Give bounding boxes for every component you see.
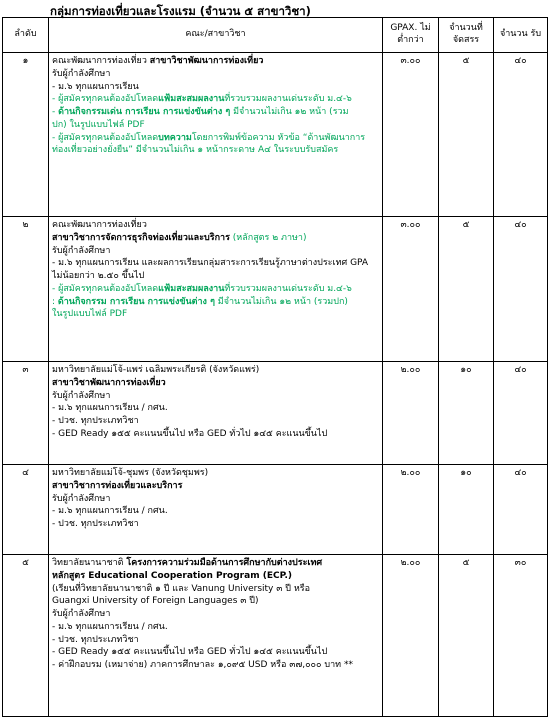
program-name: สาขาวิชาพัฒนาการท่องเที่ยว	[149, 56, 264, 66]
row-quota: ๕	[439, 217, 494, 362]
header-quota: จำนวนที่ จัดสรร	[439, 18, 494, 53]
requirement: - ม.๖ ทุกแผนการเรียน / กศน.	[52, 403, 168, 414]
requirement: - ม.๖ ทุกแผนการเรียน และผลการเรียนกลุ่มสาระการเรียนรู้ภาษาต่างประเทศ GPA	[52, 258, 369, 269]
essay-note-cont: ท่องเที่ยวอย่างยั่งยืน” มีจำนวนไม่เกิน ๑ หน้ากระดาษ A๔ ในระบบรับสมัคร	[52, 145, 339, 156]
portfolio-note-cont: : ด้านกิจกรรม การเรียน การแข่งขันต่าง ๆ มีจำนวนไม่เกิน ๑๒ หน้า (รวมปก)	[52, 296, 348, 307]
portfolio-note-cont: - ด้านกิจกรรมเด่น การเรียน การแข่งขันต่าง ๆ มีจำนวนไม่เกิน ๑๒ หน้า (รวม	[52, 107, 349, 118]
requirement: - GED Ready ๑๕๕ คะแนนขึ้นไป หรือ GED ทั่วไป ๑๔๕ คะแนนขึ้นไป	[52, 647, 328, 658]
row-gpax: ๓.๐๐	[383, 53, 439, 217]
row-gpax: ๒.๐๐	[383, 465, 439, 555]
header-accept: จำนวน รับ	[494, 18, 548, 53]
requirement: - ม.๖ ทุกแผนการเรียน	[52, 81, 139, 92]
row-details	[49, 217, 383, 362]
program-table	[2, 17, 548, 717]
applicant-type: รับผู้กำลังศึกษา	[52, 390, 111, 401]
header-faculty: คณะ/สาขาวิชา	[49, 18, 383, 53]
table-row	[3, 555, 548, 717]
program-note: (เรียนที่วิทยาลัยนานาชาติ ๑ ปี และ Vanung University ๓ ปี หรือ	[52, 583, 310, 594]
program-name: โครงการความร่วมมือด้านการศึกษากับต่างประเทศ	[126, 558, 323, 568]
essay-note: - ผู้สมัครทุกคนต้องอัปโหลดบทความโดยการพิมพ์ข้อความ หัวข้อ “ด้านพัฒนาการ	[52, 132, 366, 143]
row-accept: ๔๐	[494, 362, 548, 465]
requirement: - ปวช. ทุกประเภทวิชา	[52, 519, 139, 530]
table-row	[3, 217, 548, 362]
row-quota: ๕	[439, 555, 494, 717]
row-gpax: ๒.๐๐	[383, 362, 439, 465]
applicant-type: รับผู้กำลังศึกษา	[52, 609, 111, 620]
faculty-name: มหาวิทยาลัยแม่โจ้-แพร่ เฉลิมพระเกียรติ (จังหวัดแพร่)	[52, 365, 260, 375]
portfolio-note-cont: ปก) ในรูปแบบไฟล์ PDF	[52, 119, 145, 130]
program-note-cont: Guangxi University of Foreign Languages ๓ ปี)	[52, 596, 259, 607]
header-order: ลำดับ	[3, 18, 49, 53]
requirement: - ปวช. ทุกประเภทวิชา	[52, 416, 139, 427]
row-quota: ๑๐	[439, 362, 494, 465]
row-details	[49, 53, 383, 217]
row-accept: ๓๐	[494, 555, 548, 717]
portfolio-note: - ผู้สมัครทุกคนต้องอัปโหลดแฟ้มสะสมผลงานที่รวบรวมผลงานเด่นระดับ ม.๔-๖	[52, 283, 352, 294]
document-title: กลุ่มการท่องเที่ยวและโรงแรม (จำนวน ๕ สาขาวิชา)	[50, 4, 311, 18]
row-quota: ๕	[439, 53, 494, 217]
faculty-name: คณะพัฒนาการท่องเที่ยว	[52, 56, 150, 66]
row-accept: ๔๐	[494, 465, 548, 555]
portfolio-note: - ผู้สมัครทุกคนต้องอัปโหลดแฟ้มสะสมผลงานที่รวบรวมผลงานเด่นระดับ ม.๔-๖	[52, 94, 352, 105]
row-order: ๕	[3, 555, 49, 717]
requirement: - GED Ready ๑๕๕ คะแนนขึ้นไป หรือ GED ทั่วไป ๑๔๕ คะแนนขึ้นไป	[52, 428, 328, 439]
requirement: - ม.๖ ทุกแผนการเรียน / กศน.	[52, 621, 168, 632]
header-gpax: GPAX. ไม่ต่ำกว่า	[383, 18, 439, 53]
requirement: - ปวช. ทุกประเภทวิชา	[52, 634, 139, 645]
program-name-cont: หลักสูตร Educational Cooperation Program (ECP.)	[52, 570, 293, 581]
requirement: - ม.๖ ทุกแผนการเรียน / กศน.	[52, 506, 168, 517]
table-row	[3, 362, 548, 465]
faculty-name: คณะพัฒนาการท่องเที่ยว	[52, 220, 147, 230]
row-accept: ๔๐	[494, 53, 548, 217]
row-details	[49, 555, 383, 717]
program-name: สาขาวิชาการท่องเที่ยวและบริการ	[52, 480, 183, 491]
table-header-row	[3, 18, 548, 53]
faculty-name: วิทยาลัยนานาชาติ	[52, 558, 127, 568]
program-name: สาขาวิชาการจัดการธุรกิจท่องเที่ยวและบริการ	[52, 232, 230, 243]
row-order: ๔	[3, 465, 49, 555]
requirement-cont: ไม่น้อยกว่า ๒.๕๐ ขึ้นไป	[52, 271, 145, 282]
row-order: ๑	[3, 53, 49, 217]
row-order: ๒	[3, 217, 49, 362]
row-accept: ๔๐	[494, 217, 548, 362]
applicant-type: รับผู้กำลังศึกษา	[52, 493, 111, 504]
row-quota: ๑๐	[439, 465, 494, 555]
portfolio-note-cont: ในรูปแบบไฟล์ PDF	[52, 309, 128, 320]
row-order: ๓	[3, 362, 49, 465]
program-name: สาขาวิชาพัฒนาการท่องเที่ยว	[52, 377, 166, 388]
row-gpax: ๒.๐๐	[383, 555, 439, 717]
row-details	[49, 362, 383, 465]
table-row	[3, 465, 548, 555]
faculty-name: มหาวิทยาลัยแม่โจ้-ชุมพร (จังหวัดชุมพร)	[52, 468, 209, 478]
program-note: (หลักสูตร ๒ ภาษา)	[229, 232, 307, 243]
table-row	[3, 53, 548, 217]
applicant-type: รับผู้กำลังศึกษา	[52, 245, 111, 256]
fee-note: - ค่าฝึกอบรม (เหมาจ่าย) ภาคการศึกษาละ ๑,๐๙๕ USD หรือ ๓๗,๐๐๐ บาท **	[52, 660, 353, 671]
row-gpax: ๓.๐๐	[383, 217, 439, 362]
row-details	[49, 465, 383, 555]
applicant-type: รับผู้กำลังศึกษา	[52, 68, 111, 79]
